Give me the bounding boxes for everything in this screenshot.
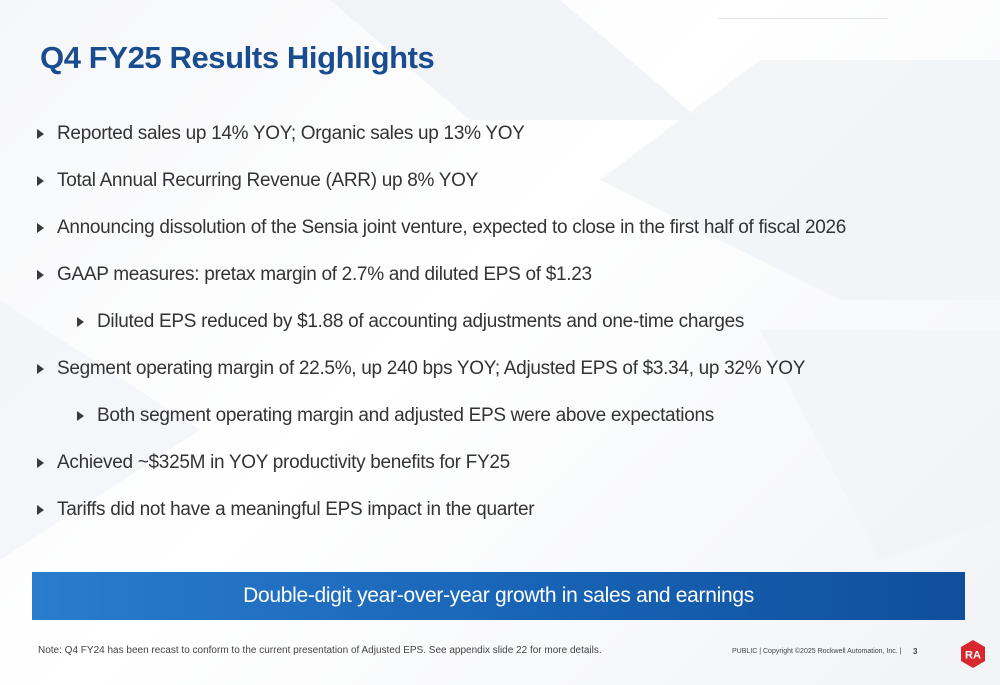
bullet-text: Total Annual Recurring Revenue (ARR) up 8% YOY xyxy=(57,169,478,191)
triangle-right-icon xyxy=(37,176,44,186)
bullet-item xyxy=(35,439,975,486)
triangle-right-icon xyxy=(37,270,44,280)
bullet-item xyxy=(35,110,975,157)
decorative-line xyxy=(718,18,888,19)
triangle-right-icon xyxy=(37,364,44,374)
bullet-item xyxy=(35,345,975,392)
copyright-text: PUBLIC | Copyright ©2025 Rockwell Automation, Inc. | xyxy=(732,648,902,655)
bullet-text: Announcing dissolution of the Sensia joint venture, expected to close in the first half of fiscal 2026 xyxy=(57,216,847,238)
sub-bullet-item xyxy=(35,298,975,345)
bullet-text: GAAP measures: pretax margin of 2.7% and diluted EPS of $1.23 xyxy=(57,263,592,285)
bullet-text: Reported sales up 14% YOY; Organic sales up 13% YOY xyxy=(57,122,525,144)
bullet-text: Achieved ~$325M in YOY productivity benefits for FY25 xyxy=(57,451,510,473)
rockwell-automation-logo xyxy=(958,639,988,669)
bullet-text: Tariffs did not have a meaningful EPS impact in the quarter xyxy=(57,498,535,520)
bullet-text: Diluted EPS reduced by $1.88 of accounting adjustments and one-time charges xyxy=(97,310,745,332)
triangle-right-icon xyxy=(37,223,44,233)
bullet-list xyxy=(35,110,975,533)
footnote: Note: Q4 FY24 has been recast to conform to the current presentation of Adjusted EPS. See appendix slide 22 for more details. xyxy=(38,645,602,656)
highlight-banner xyxy=(32,572,965,620)
triangle-right-icon xyxy=(37,129,44,139)
triangle-right-icon xyxy=(77,411,84,421)
sub-bullet-item xyxy=(35,392,975,439)
bullet-item xyxy=(35,204,975,251)
page-number: 3 xyxy=(913,647,918,656)
triangle-right-icon xyxy=(37,458,44,468)
bullet-text: Segment operating margin of 22.5%, up 240 bps YOY; Adjusted EPS of $3.34, up 32% YOY xyxy=(57,357,806,379)
triangle-right-icon xyxy=(37,505,44,515)
logo-text: RA xyxy=(965,649,981,662)
bullet-item xyxy=(35,157,975,204)
triangle-right-icon xyxy=(77,317,84,327)
slide-title: Q4 FY25 Results Highlights xyxy=(40,40,435,75)
bullet-item xyxy=(35,251,975,298)
bullet-item xyxy=(35,486,975,533)
bullet-text: Both segment operating margin and adjusted EPS were above expectations xyxy=(97,404,714,426)
banner-text: Double-digit year-over-year growth in sales and earnings xyxy=(243,584,754,607)
